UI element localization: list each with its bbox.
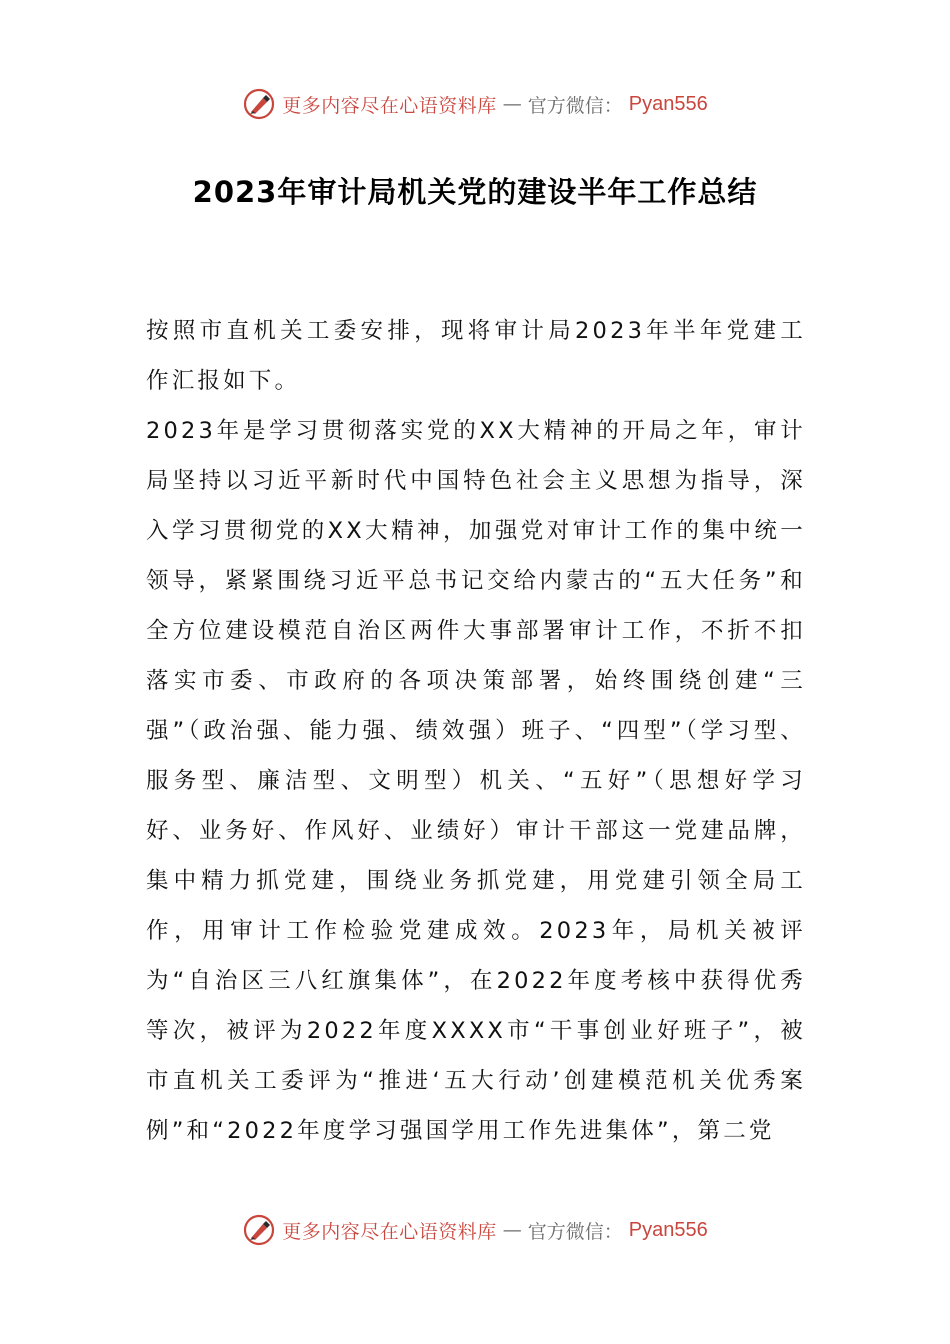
document-body (146, 306, 806, 1156)
footer-banner-dash: — (502, 1219, 522, 1241)
header-contact-id: Pyan556 (628, 92, 708, 115)
pen-nib-logo-icon (242, 87, 276, 121)
document-title: 2023年审计局机关党的建设半年工作总结 (192, 175, 758, 209)
header-banner-text: 更多内容尽在心语资料库 (282, 94, 497, 117)
footer-banner (0, 1210, 950, 1250)
paragraph-2: 2023年是学习贯彻落实党的XX大精神的开局之年，审计局坚持以习近平新时代中国特色社会主义思想为指导，深入学习贯彻党的XX大精神，加强党对审计工作的集中统一领导，紧紧围绕习近平总书记交给内蒙古的“五大任务”和全方位建设模范自治区两件大事部署审计工作，不折不扣落实市委、市政府的各项决策部署，始终围绕创建“三强”（政治强、能力强、绩效强）班子、“四型”（学习型、服务型、廉洁型、文明型）机关、“五好”（思想好学习好、业务好、作风好、业绩好）审计干部这一党建品牌，集中精力抓党建，围绕业务抓党建，用党建引领全局工作，用审计工作检验党建成效。2023年，局机关被评为“自治区三八红旗集体”，在2022年度考核中获得优秀等次，被评为2022年度XXXX市“干事创业好班子”，被市直机关工委评为“推进‘五大行动’创建模范机关优秀案例”和“2022年度学习强国学用工作先进集体”，第二党 (146, 418, 806, 1144)
footer-banner-text: 更多内容尽在心语资料库 (282, 1220, 497, 1243)
header-contact-label: 官方微信： (527, 94, 623, 117)
paragraph-1: 按照市直机关工委安排，现将审计局2023年半年党建工作汇报如下。 (146, 318, 806, 394)
footer-banner-content (242, 1213, 708, 1247)
header-banner-dash: — (502, 93, 522, 115)
header-banner-content (242, 87, 708, 121)
pen-nib-logo-icon (242, 1213, 276, 1247)
header-banner (0, 84, 950, 124)
footer-contact-label: 官方微信： (527, 1220, 623, 1243)
footer-contact-id: Pyan556 (628, 1218, 708, 1241)
